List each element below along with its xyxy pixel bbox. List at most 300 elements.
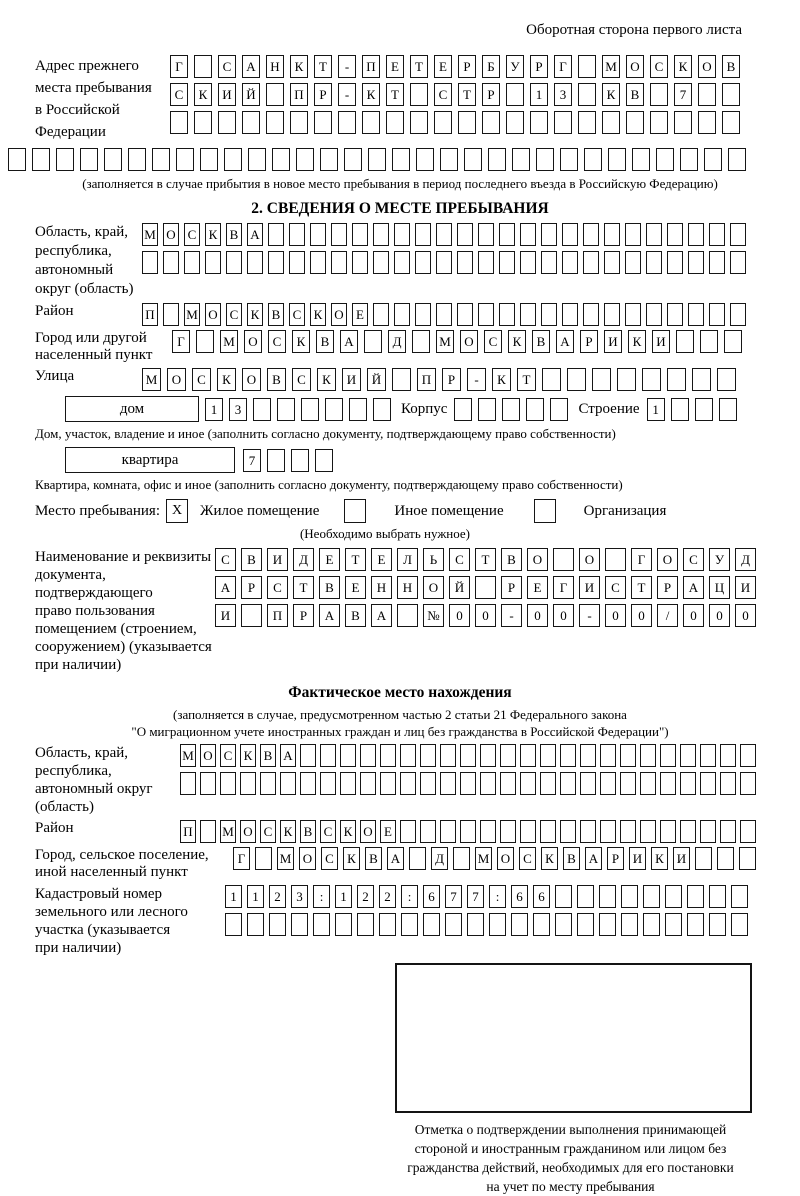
- char-box[interactable]: [580, 744, 596, 767]
- char-box[interactable]: [310, 223, 326, 246]
- char-box[interactable]: О: [698, 55, 716, 78]
- char-box[interactable]: С: [519, 847, 536, 870]
- char-box[interactable]: :: [313, 885, 330, 908]
- char-box[interactable]: К: [217, 368, 236, 391]
- char-box[interactable]: П: [180, 820, 196, 843]
- char-box[interactable]: [698, 111, 716, 134]
- char-box[interactable]: [373, 303, 389, 326]
- char-box[interactable]: Е: [380, 820, 396, 843]
- char-box[interactable]: 7: [674, 83, 692, 106]
- char-box[interactable]: [489, 913, 506, 936]
- char-box[interactable]: [436, 223, 452, 246]
- char-box[interactable]: [423, 913, 440, 936]
- char-box[interactable]: [646, 223, 662, 246]
- char-box[interactable]: [600, 772, 616, 795]
- char-box[interactable]: [520, 251, 536, 274]
- char-box[interactable]: [520, 303, 536, 326]
- char-box[interactable]: И: [604, 330, 622, 353]
- char-box[interactable]: С: [267, 576, 288, 599]
- char-box[interactable]: [194, 55, 212, 78]
- char-box[interactable]: [194, 111, 212, 134]
- char-box[interactable]: [180, 772, 196, 795]
- char-box[interactable]: [671, 398, 689, 421]
- char-box[interactable]: К: [343, 847, 360, 870]
- char-box[interactable]: [625, 223, 641, 246]
- char-box[interactable]: С: [683, 548, 704, 571]
- char-box[interactable]: 6: [423, 885, 440, 908]
- inoe-checkbox[interactable]: [344, 499, 366, 523]
- char-box[interactable]: 6: [533, 885, 550, 908]
- char-box[interactable]: [184, 251, 200, 274]
- char-box[interactable]: [415, 303, 431, 326]
- char-box[interactable]: [731, 913, 748, 936]
- char-box[interactable]: [338, 111, 356, 134]
- char-box[interactable]: -: [501, 604, 522, 627]
- char-box[interactable]: И: [218, 83, 236, 106]
- char-box[interactable]: [520, 820, 536, 843]
- char-box[interactable]: А: [585, 847, 602, 870]
- char-box[interactable]: [266, 83, 284, 106]
- char-box[interactable]: Л: [397, 548, 418, 571]
- char-box[interactable]: [272, 148, 290, 171]
- char-box[interactable]: О: [167, 368, 186, 391]
- char-box[interactable]: О: [423, 576, 444, 599]
- char-box[interactable]: [478, 251, 494, 274]
- char-box[interactable]: [555, 913, 572, 936]
- char-box[interactable]: Д: [431, 847, 448, 870]
- char-box[interactable]: А: [247, 223, 263, 246]
- char-box[interactable]: [224, 148, 242, 171]
- char-box[interactable]: [478, 303, 494, 326]
- char-box[interactable]: К: [247, 303, 263, 326]
- char-box[interactable]: [248, 148, 266, 171]
- char-box[interactable]: М: [180, 744, 196, 767]
- char-box[interactable]: Г: [553, 576, 574, 599]
- char-box[interactable]: [260, 772, 276, 795]
- char-box[interactable]: [56, 148, 74, 171]
- char-box[interactable]: [695, 847, 712, 870]
- char-box[interactable]: О: [331, 303, 347, 326]
- char-box[interactable]: [289, 251, 305, 274]
- char-box[interactable]: А: [319, 604, 340, 627]
- char-box[interactable]: [620, 744, 636, 767]
- char-box[interactable]: [314, 111, 332, 134]
- char-box[interactable]: 1: [647, 398, 665, 421]
- char-box[interactable]: [170, 111, 188, 134]
- char-box[interactable]: [436, 303, 452, 326]
- char-box[interactable]: 0: [475, 604, 496, 627]
- char-box[interactable]: [560, 820, 576, 843]
- char-box[interactable]: [632, 148, 650, 171]
- char-box[interactable]: К: [240, 744, 256, 767]
- char-box[interactable]: А: [556, 330, 574, 353]
- char-box[interactable]: [640, 820, 656, 843]
- char-box[interactable]: К: [508, 330, 526, 353]
- char-box[interactable]: [373, 398, 391, 421]
- char-box[interactable]: [667, 303, 683, 326]
- char-box[interactable]: П: [142, 303, 158, 326]
- char-box[interactable]: 2: [357, 885, 374, 908]
- char-box[interactable]: [142, 251, 158, 274]
- char-box[interactable]: К: [292, 330, 310, 353]
- char-box[interactable]: [520, 772, 536, 795]
- char-box[interactable]: [688, 223, 704, 246]
- char-box[interactable]: [650, 83, 668, 106]
- char-box[interactable]: [506, 83, 524, 106]
- char-box[interactable]: К: [317, 368, 336, 391]
- char-box[interactable]: [717, 368, 736, 391]
- char-box[interactable]: К: [602, 83, 620, 106]
- char-box[interactable]: [667, 368, 686, 391]
- char-box[interactable]: [687, 885, 704, 908]
- char-box[interactable]: [646, 251, 662, 274]
- char-box[interactable]: [720, 772, 736, 795]
- char-box[interactable]: И: [629, 847, 646, 870]
- char-box[interactable]: С: [220, 744, 236, 767]
- char-box[interactable]: [379, 913, 396, 936]
- char-box[interactable]: О: [205, 303, 221, 326]
- char-box[interactable]: С: [605, 576, 626, 599]
- char-box[interactable]: [692, 368, 711, 391]
- char-box[interactable]: [457, 251, 473, 274]
- char-box[interactable]: Р: [580, 330, 598, 353]
- char-box[interactable]: [555, 885, 572, 908]
- char-box[interactable]: П: [290, 83, 308, 106]
- char-box[interactable]: [640, 744, 656, 767]
- char-box[interactable]: 3: [291, 885, 308, 908]
- char-box[interactable]: Г: [172, 330, 190, 353]
- char-box[interactable]: [500, 744, 516, 767]
- char-box[interactable]: Р: [607, 847, 624, 870]
- char-box[interactable]: [241, 604, 262, 627]
- char-box[interactable]: [602, 111, 620, 134]
- char-box[interactable]: И: [267, 548, 288, 571]
- char-box[interactable]: Р: [501, 576, 522, 599]
- char-box[interactable]: [739, 847, 756, 870]
- char-box[interactable]: [266, 111, 284, 134]
- char-box[interactable]: [436, 251, 452, 274]
- char-box[interactable]: С: [226, 303, 242, 326]
- char-box[interactable]: [352, 251, 368, 274]
- char-box[interactable]: [360, 772, 376, 795]
- char-box[interactable]: [499, 303, 515, 326]
- char-box[interactable]: [386, 111, 404, 134]
- char-box[interactable]: О: [579, 548, 600, 571]
- char-box[interactable]: [453, 847, 470, 870]
- char-box[interactable]: [128, 148, 146, 171]
- char-box[interactable]: И: [735, 576, 756, 599]
- char-box[interactable]: [577, 913, 594, 936]
- char-box[interactable]: [394, 223, 410, 246]
- char-box[interactable]: Г: [233, 847, 250, 870]
- char-box[interactable]: [583, 251, 599, 274]
- char-box[interactable]: [320, 148, 338, 171]
- char-box[interactable]: [80, 148, 98, 171]
- char-box[interactable]: [218, 111, 236, 134]
- char-box[interactable]: [176, 148, 194, 171]
- char-box[interactable]: [717, 847, 734, 870]
- char-box[interactable]: [709, 223, 725, 246]
- char-box[interactable]: К: [280, 820, 296, 843]
- char-box[interactable]: [687, 913, 704, 936]
- char-box[interactable]: [592, 368, 611, 391]
- char-box[interactable]: [688, 303, 704, 326]
- char-box[interactable]: [349, 398, 367, 421]
- char-box[interactable]: [709, 303, 725, 326]
- char-box[interactable]: Г: [554, 55, 572, 78]
- char-box[interactable]: Р: [458, 55, 476, 78]
- char-box[interactable]: М: [277, 847, 294, 870]
- char-box[interactable]: [340, 772, 356, 795]
- char-box[interactable]: [478, 223, 494, 246]
- char-box[interactable]: Е: [371, 548, 392, 571]
- char-box[interactable]: Е: [527, 576, 548, 599]
- char-box[interactable]: [8, 148, 26, 171]
- char-box[interactable]: [621, 885, 638, 908]
- char-box[interactable]: [605, 548, 626, 571]
- char-box[interactable]: [445, 913, 462, 936]
- char-box[interactable]: [300, 772, 316, 795]
- char-box[interactable]: В: [226, 223, 242, 246]
- char-box[interactable]: [410, 111, 428, 134]
- char-box[interactable]: [740, 744, 756, 767]
- char-box[interactable]: [674, 111, 692, 134]
- char-box[interactable]: В: [316, 330, 334, 353]
- char-box[interactable]: [200, 820, 216, 843]
- char-box[interactable]: Т: [410, 55, 428, 78]
- char-box[interactable]: [599, 913, 616, 936]
- char-box[interactable]: [267, 449, 285, 472]
- char-box[interactable]: [540, 820, 556, 843]
- char-box[interactable]: [583, 303, 599, 326]
- char-box[interactable]: [475, 576, 496, 599]
- char-box[interactable]: [331, 223, 347, 246]
- char-box[interactable]: В: [241, 548, 262, 571]
- char-box[interactable]: [420, 772, 436, 795]
- char-box[interactable]: Р: [293, 604, 314, 627]
- char-box[interactable]: Е: [352, 303, 368, 326]
- char-box[interactable]: В: [626, 83, 644, 106]
- char-box[interactable]: [152, 148, 170, 171]
- char-box[interactable]: 1: [225, 885, 242, 908]
- char-box[interactable]: [580, 820, 596, 843]
- char-box[interactable]: [533, 913, 550, 936]
- char-box[interactable]: [667, 223, 683, 246]
- char-box[interactable]: Т: [517, 368, 536, 391]
- char-box[interactable]: А: [215, 576, 236, 599]
- char-box[interactable]: [340, 744, 356, 767]
- char-box[interactable]: [315, 449, 333, 472]
- char-box[interactable]: [368, 148, 386, 171]
- char-box[interactable]: [344, 148, 362, 171]
- char-box[interactable]: [440, 820, 456, 843]
- char-box[interactable]: О: [460, 330, 478, 353]
- char-box[interactable]: [526, 398, 544, 421]
- char-box[interactable]: [364, 330, 382, 353]
- char-box[interactable]: [700, 744, 716, 767]
- char-box[interactable]: [604, 303, 620, 326]
- char-box[interactable]: Г: [170, 55, 188, 78]
- char-box[interactable]: [163, 303, 179, 326]
- char-box[interactable]: У: [709, 548, 730, 571]
- kvartira-type-box[interactable]: квартира: [65, 447, 235, 473]
- char-box[interactable]: С: [268, 330, 286, 353]
- char-box[interactable]: [410, 83, 428, 106]
- char-box[interactable]: А: [387, 847, 404, 870]
- char-box[interactable]: Ц: [709, 576, 730, 599]
- char-box[interactable]: Й: [242, 83, 260, 106]
- char-box[interactable]: [646, 303, 662, 326]
- char-box[interactable]: К: [541, 847, 558, 870]
- char-box[interactable]: [310, 251, 326, 274]
- char-box[interactable]: Й: [367, 368, 386, 391]
- char-box[interactable]: Р: [482, 83, 500, 106]
- char-box[interactable]: [290, 111, 308, 134]
- char-box[interactable]: О: [657, 548, 678, 571]
- char-box[interactable]: К: [290, 55, 308, 78]
- char-box[interactable]: [458, 111, 476, 134]
- char-box[interactable]: И: [579, 576, 600, 599]
- char-box[interactable]: Г: [631, 548, 652, 571]
- char-box[interactable]: А: [371, 604, 392, 627]
- char-box[interactable]: М: [602, 55, 620, 78]
- char-box[interactable]: [700, 330, 718, 353]
- char-box[interactable]: [269, 913, 286, 936]
- char-box[interactable]: [621, 913, 638, 936]
- char-box[interactable]: [740, 820, 756, 843]
- char-box[interactable]: [220, 772, 236, 795]
- char-box[interactable]: [300, 744, 316, 767]
- char-box[interactable]: Н: [397, 576, 418, 599]
- char-box[interactable]: [247, 913, 264, 936]
- char-box[interactable]: [719, 398, 737, 421]
- char-box[interactable]: [478, 398, 496, 421]
- char-box[interactable]: [720, 820, 736, 843]
- char-box[interactable]: [506, 111, 524, 134]
- char-box[interactable]: [562, 303, 578, 326]
- char-box[interactable]: В: [260, 744, 276, 767]
- char-box[interactable]: [480, 772, 496, 795]
- char-box[interactable]: Ь: [423, 548, 444, 571]
- char-box[interactable]: [599, 885, 616, 908]
- dom-type-box[interactable]: дом: [65, 396, 199, 422]
- char-box[interactable]: О: [244, 330, 262, 353]
- char-box[interactable]: О: [242, 368, 261, 391]
- org-checkbox[interactable]: [534, 499, 556, 523]
- char-box[interactable]: [499, 251, 515, 274]
- char-box[interactable]: О: [527, 548, 548, 571]
- char-box[interactable]: Р: [530, 55, 548, 78]
- char-box[interactable]: [709, 251, 725, 274]
- char-box[interactable]: [680, 820, 696, 843]
- char-box[interactable]: М: [436, 330, 454, 353]
- char-box[interactable]: П: [417, 368, 436, 391]
- char-box[interactable]: 1: [247, 885, 264, 908]
- char-box[interactable]: В: [268, 303, 284, 326]
- char-box[interactable]: 1: [335, 885, 352, 908]
- char-box[interactable]: К: [628, 330, 646, 353]
- char-box[interactable]: [578, 83, 596, 106]
- char-box[interactable]: М: [142, 368, 161, 391]
- char-box[interactable]: [709, 913, 726, 936]
- char-box[interactable]: [360, 744, 376, 767]
- char-box[interactable]: [440, 744, 456, 767]
- char-box[interactable]: [560, 148, 578, 171]
- char-box[interactable]: [667, 251, 683, 274]
- char-box[interactable]: К: [340, 820, 356, 843]
- char-box[interactable]: [584, 148, 602, 171]
- char-box[interactable]: [335, 913, 352, 936]
- char-box[interactable]: О: [299, 847, 316, 870]
- char-box[interactable]: В: [365, 847, 382, 870]
- char-box[interactable]: [695, 398, 713, 421]
- char-box[interactable]: [380, 744, 396, 767]
- char-box[interactable]: 7: [467, 885, 484, 908]
- char-box[interactable]: П: [362, 55, 380, 78]
- char-box[interactable]: В: [722, 55, 740, 78]
- char-box[interactable]: [625, 303, 641, 326]
- char-box[interactable]: [680, 148, 698, 171]
- char-box[interactable]: 7: [243, 449, 261, 472]
- char-box[interactable]: [488, 148, 506, 171]
- char-box[interactable]: Н: [266, 55, 284, 78]
- char-box[interactable]: [226, 251, 242, 274]
- char-box[interactable]: В: [319, 576, 340, 599]
- char-box[interactable]: [464, 148, 482, 171]
- char-box[interactable]: О: [200, 744, 216, 767]
- char-box[interactable]: [247, 251, 263, 274]
- char-box[interactable]: [242, 111, 260, 134]
- char-box[interactable]: [680, 772, 696, 795]
- char-box[interactable]: -: [467, 368, 486, 391]
- char-box[interactable]: А: [242, 55, 260, 78]
- char-box[interactable]: [620, 772, 636, 795]
- char-box[interactable]: [362, 111, 380, 134]
- char-box[interactable]: [530, 111, 548, 134]
- char-box[interactable]: С: [289, 303, 305, 326]
- char-box[interactable]: В: [267, 368, 286, 391]
- char-box[interactable]: Т: [386, 83, 404, 106]
- char-box[interactable]: [660, 820, 676, 843]
- char-box[interactable]: [577, 885, 594, 908]
- char-box[interactable]: Д: [735, 548, 756, 571]
- char-box[interactable]: [578, 55, 596, 78]
- char-box[interactable]: 2: [269, 885, 286, 908]
- char-box[interactable]: [540, 744, 556, 767]
- char-box[interactable]: [416, 148, 434, 171]
- char-box[interactable]: [440, 772, 456, 795]
- char-box[interactable]: [583, 223, 599, 246]
- char-box[interactable]: М: [220, 820, 236, 843]
- char-box[interactable]: Б: [482, 55, 500, 78]
- char-box[interactable]: [104, 148, 122, 171]
- char-box[interactable]: -: [579, 604, 600, 627]
- char-box[interactable]: [380, 772, 396, 795]
- char-box[interactable]: [554, 111, 572, 134]
- char-box[interactable]: [291, 449, 309, 472]
- char-box[interactable]: К: [362, 83, 380, 106]
- char-box[interactable]: [301, 398, 319, 421]
- char-box[interactable]: А: [280, 744, 296, 767]
- char-box[interactable]: С: [321, 847, 338, 870]
- char-box[interactable]: [541, 303, 557, 326]
- char-box[interactable]: А: [683, 576, 704, 599]
- char-box[interactable]: И: [342, 368, 361, 391]
- char-box[interactable]: М: [220, 330, 238, 353]
- char-box[interactable]: С: [449, 548, 470, 571]
- char-box[interactable]: [722, 111, 740, 134]
- char-box[interactable]: [578, 111, 596, 134]
